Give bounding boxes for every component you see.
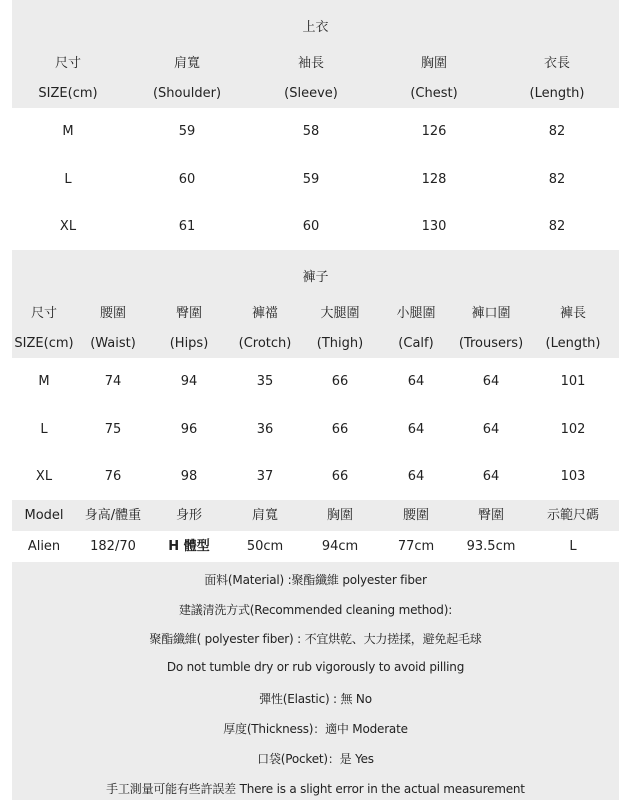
material-note: 面料(Material) :聚酯纖維 polyester fiber (204, 573, 427, 587)
pants-header-en-0: SIZE(cm) (14, 336, 74, 351)
value-cell: 66 (331, 469, 349, 484)
value-cell: 59 (178, 124, 196, 139)
pants-header-en-7: (Length) (545, 336, 601, 351)
value-cell: 60 (302, 219, 320, 234)
model-header-2: 身形 (175, 508, 203, 523)
top-header-en-4: (Length) (529, 86, 585, 101)
value-cell: 64 (482, 422, 500, 437)
measurement-note: 手工測量可能有些許誤差 There is a slight error in the actual measurement (106, 782, 525, 796)
pants-header-en-3: (Crotch) (238, 336, 292, 351)
top-table-title: 上衣 (302, 20, 329, 35)
size-cell: M (38, 374, 50, 389)
top-header-en-0: SIZE(cm) (38, 86, 98, 101)
cleaning-note-en: Do not tumble dry or rub vigorously to avoid pilling (166, 660, 465, 674)
model-header-7: 示範尺碼 (546, 508, 600, 523)
model-header-0: Model (24, 508, 64, 523)
top-header-cn-2: 袖長 (297, 56, 325, 71)
model-value-6: 93.5cm (466, 539, 516, 554)
pants-header-cn-1: 腰圍 (99, 306, 127, 321)
value-cell: 60 (178, 172, 196, 187)
pants-table-header (12, 250, 619, 358)
pants-header-cn-6: 褲口圍 (471, 306, 511, 321)
pants-header-en-6: (Trousers) (458, 336, 524, 351)
value-cell: 82 (548, 172, 566, 187)
value-cell: 102 (560, 422, 586, 437)
value-cell: 94 (180, 374, 198, 389)
size-cell: L (40, 422, 48, 437)
value-cell: 37 (256, 469, 274, 484)
value-cell: 64 (407, 374, 425, 389)
cleaning-method-title: 建議清洗方式(Recommended cleaning method): (178, 603, 453, 617)
pants-header-en-1: (Waist) (90, 336, 136, 351)
model-header-1: 身高/體重 (84, 508, 142, 523)
pants-table-body (12, 358, 619, 500)
value-cell: 36 (256, 422, 274, 437)
value-cell: 130 (421, 219, 447, 234)
model-header-6: 臀圍 (477, 508, 505, 523)
model-header-5: 腰圍 (402, 508, 430, 523)
value-cell: 98 (180, 469, 198, 484)
value-cell: 66 (331, 374, 349, 389)
top-header-en-3: (Chest) (410, 86, 458, 101)
top-table-body (12, 108, 619, 250)
top-header-cn-3: 胸圍 (420, 56, 448, 71)
value-cell: 59 (302, 172, 320, 187)
value-cell: 128 (421, 172, 447, 187)
top-header-en-2: (Sleeve) (284, 86, 338, 101)
value-cell: 76 (104, 469, 122, 484)
model-value-5: 77cm (397, 539, 435, 554)
model-header-3: 肩寬 (251, 508, 279, 523)
top-table-header (12, 0, 619, 108)
value-cell: 58 (302, 124, 320, 139)
care-notes (12, 562, 619, 800)
value-cell: 64 (482, 374, 500, 389)
size-cell: XL (59, 219, 77, 234)
pants-header-cn-4: 大腿圍 (320, 306, 360, 321)
value-cell: 35 (256, 374, 274, 389)
model-value-3: 50cm (246, 539, 284, 554)
value-cell: 96 (180, 422, 198, 437)
model-header-4: 胸圍 (326, 508, 354, 523)
size-cell: XL (35, 469, 53, 484)
pants-header-cn-5: 小腿圍 (396, 306, 436, 321)
cleaning-note-cn: 聚酯纖維( polyester fiber) : 不宜烘乾、大力搓揉，避免起毛球 (149, 632, 482, 646)
value-cell: 61 (178, 219, 196, 234)
elastic-note: 彈性(Elastic) : 無 No (259, 692, 372, 706)
size-cell: L (64, 172, 72, 187)
value-cell: 101 (560, 374, 586, 389)
size-cell: M (62, 124, 74, 139)
top-header-cn-1: 肩寬 (173, 56, 201, 71)
model-value-row (12, 531, 619, 562)
pants-header-en-2: (Hips) (169, 336, 209, 351)
value-cell: 75 (104, 422, 122, 437)
value-cell: 82 (548, 219, 566, 234)
model-value-4: 94cm (321, 539, 359, 554)
pants-table-title: 褲子 (302, 270, 329, 285)
pants-header-en-5: (Calf) (398, 336, 434, 351)
model-value-7: L (569, 539, 577, 554)
top-header-cn-0: 尺寸 (54, 56, 82, 71)
value-cell: 64 (407, 422, 425, 437)
value-cell: 74 (104, 374, 122, 389)
pants-header-cn-2: 臀圍 (175, 306, 203, 321)
value-cell: 66 (331, 422, 349, 437)
value-cell: 64 (407, 469, 425, 484)
top-header-en-1: (Shoulder) (152, 86, 222, 101)
model-value-1: 182/70 (90, 539, 136, 554)
pants-header-cn-3: 褲襠 (251, 306, 279, 321)
value-cell: 82 (548, 124, 566, 139)
value-cell: 126 (421, 124, 447, 139)
pants-header-cn-7: 褲長 (559, 306, 587, 321)
model-value-2: H 體型 (168, 539, 210, 554)
pants-header-en-4: (Thigh) (316, 336, 364, 351)
model-header-row (12, 500, 619, 531)
model-value-0: Alien (27, 539, 61, 554)
value-cell: 64 (482, 469, 500, 484)
value-cell: 103 (560, 469, 586, 484)
pocket-note: 口袋(Pocket)：是 Yes (257, 752, 374, 766)
top-header-cn-4: 衣長 (543, 56, 571, 71)
pants-header-cn-0: 尺寸 (30, 306, 58, 321)
thickness-note: 厚度(Thickness)：適中 Moderate (223, 722, 408, 736)
